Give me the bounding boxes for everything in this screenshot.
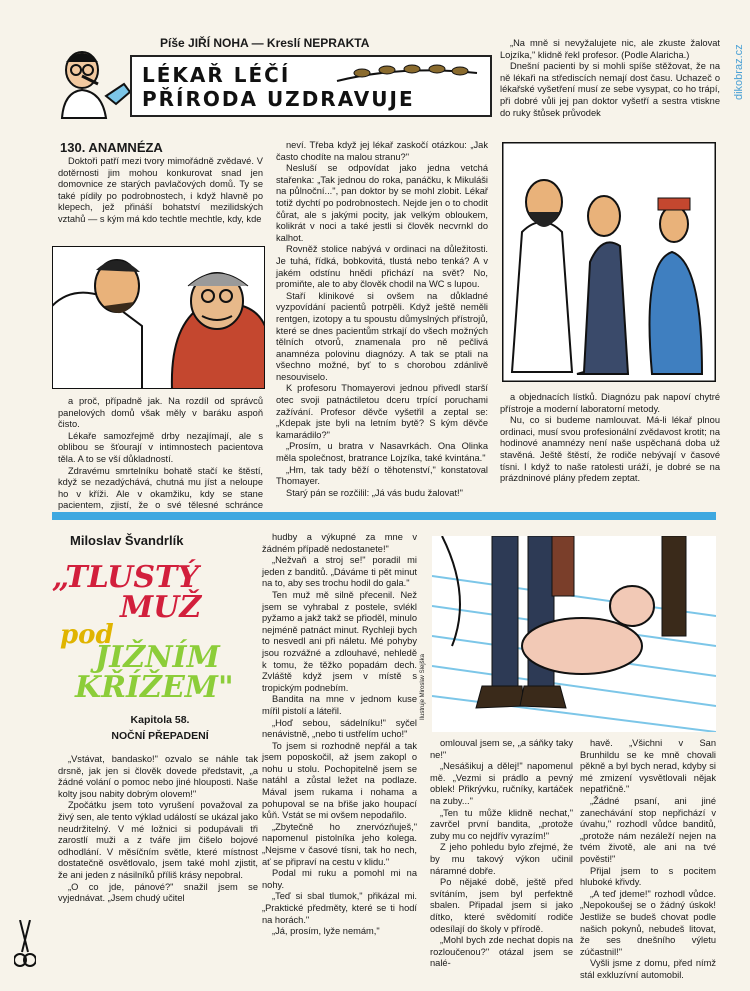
section-heading: 130. ANAMNÉZA	[60, 140, 163, 155]
title-word-4: JIŽNÍM	[95, 640, 220, 675]
article-title-box	[130, 55, 492, 117]
article2-col3: omlouval jsem se, „a sáňky taky ne!" „Nesášikuj a dělej!" napomenul mě. „Vezmi si prádlo a pevný oblek! Přikrývku, ručníky, kartáček na zuby..." „Ten tu může klidně nechat," zavrčel první bandita, „protože zuby mu co nejdřív vyrazím!" Z jeho pohledu bylo zřejmé, že by mu takový výkon učinil náramné dobře. Po nějaké době, ještě před svítáním, jsem byl perfektně sbalen. Připadal jsem si jako dítko, které svědomití rodiče odesílají do školy v přírodě. „Mohl bych zde nechat dopis na rozloučenou?" otázal jsem se nalé-	[430, 738, 573, 969]
article1-col1-top: Doktoři patří mezi tvory mimořádně zvědavé. V dotěrnosti jim mohou konkurovat snad jen domovnice ze starých pavlačových domů. Ty se také pídily po podrobnostech, i když hlavně po klepech, jež přináší bohatství mezilidských vztahů — s kým má kdo techtle mechtle, kdy, kde	[58, 156, 263, 224]
article1-col2: neví. Třeba když jej lékař zaskočí otázkou: „Jak často chodíte na malou stranu?" Nesluší se odpovídat jako jedna vetchá stařenka: „Tak jednou do roka, panáčku, k Mikuláši na půlnoční...", pan doktor by se mohl zlobit. Lékař totiž dychtí po podrobnostech. Nejde jen o to chodit čůrat, ale s jakými pocity, jak velkým obloukem, kolikrát v noci a také jestli si člověk necvrnkl do kalhot. Rovněž stolice nabývá v ordinaci na důležitosti. Je tuhá, řídká, bobkovitá, tlustá nebo tenká? A v jakém odstínu hnědi přichází na svět? No, promiňte, ale to aby člověk chodil na WC s lupou. Staří klinikové si ovšem na důkladné vyzpovídání pacientů potrpěli. Když ještě neměli rentgen, izotopy a tu spoustu důmyslných přístrojů, které se dnes pacientům strkají do všech možných tělních otvorů, znamenala pro ně pečlivá anamnéza polovinu diagnózy. A tak se ptali na všechno možné, byť to s chorobou zdánlivě nesouviselo. K profesoru Thomayerovi jednou přivedl starší otec svoji patnáctiletou dceru trpící poruchami zažívání. Profesor děvče vyšetřil a zeptal se: „Kdepak jste byli na letním bytě? S kým děvče kamarádilo?" „Prosím, u bratra v Nasavrkách. Ona Olinka měla společnost, bratrance Lojzíka, také kvintána." „Hm, tak tady běží o těhotenství," konstatoval Thomayer. Starý pán se rozčilil: „Já vás budu žalovat!"	[276, 140, 488, 498]
bandits-illustration	[432, 536, 716, 732]
article1-col1-bottom: a proč, případně jak. Na rozdíl od správců panelových domů však měly v baráku aspoň čisto. Lékaře samozřejmě drby nezajímají, ale s oblibou se šťourají v intimnostech pacientova těla. A to se vší důkladností. Zdravému smrtelníku bohatě stačí ke štěstí, když se nezadýchává, chutná mu jíst a neloupe ho v kříži. Ale v okamžiku, kdy se stane pacientem, zjistí, že o své tělesné schránce	[58, 396, 263, 511]
title-word-2: MUŽ	[120, 590, 202, 625]
article2-col1: „Vstávat, bandasko!" ozvalo se náhle tak drsně, jak jen si člověk dovede představit, „a žádné volání o pomoc nebo jiné hlouposti. Naše kolty jsou nabity dobrým olovem!" Zpočátku jsem toto vyrušení považoval za živý sen, ale tento výklad událostí se ukázal jako neudržitelný. V mé ložnici si podupávali tři zarostlí muži a z tváře jim čišelo bojové odhodlání. V měsíčním světle, které místnost dostatečně osvětlovalo, jsem také mohl zjistit, že ani jeden z násilníků příliš krásy nepobral. „O co jde, pánové?" snažil jsem se vyjednávat. „Jsem chudý učitel	[58, 754, 258, 904]
title-line-1: LÉKAŘ LÉČÍ	[142, 63, 291, 87]
illustrator-credit: Ilustruje Miroslav Slejška	[420, 653, 426, 720]
separator-bar-top	[52, 512, 716, 520]
title-word-5: KŘÍŽEM"	[75, 670, 234, 705]
professor-family-cartoon	[502, 142, 716, 382]
title-line-2: PŘÍRODA UZDRAVUJE	[142, 87, 415, 111]
article2-col4: havě. „Všichni v San Brunhildu se ke mně chovali pěkně a byl bych nerad, kdyby si mé zmizení vysvětlovali nějak nepatřičně." „Žádné psaní, ani jiné zanechávání stop nepřichází v úvahu," rozhodl vůdce banditů, „protože nám nezáleží nejen na tvém životě, ale ani na tvé pověsti!" Přijal jsem to s pocitem hluboké křivdy. „A teď jdeme!" rozhodl vůdce. „Nepokoušej se o žádný úskok! Jestliže se budeš chovat podle našich pokynů, nebudeš litovat, že ses dnešního výletu zúčastnil!" Vyšli jsme z domu, před nímž stál exkluzívní automobil.	[580, 738, 716, 980]
scissors-icon	[14, 920, 36, 970]
title-word-1: „TLUSTÝ	[52, 560, 199, 595]
article2-col2: hudby a výkupné za mne v žádném případě nedostanete!" „Nežvaň a stroj se!" poradil mi jeden z banditů. „Dáváme ti pět minut na to, aby ses trochu hodil do gala." Ten muž mě silně přecenil. Než jsem se vyhrabal z postele, svlékl pyžamo a jakž takž se přioděl, minulo nejméně patnáct minut. Rychleji bych to nesvedl ani při náletu. Mé pohyby jsou rozvážné a zdlouhavé, nehledě k tomu, že těžko popadám dech. Zvláště když jsem v místě s tropickým podnebím. Bandita na mne v jednom kuse mířil pistolí a láteřil. „Hoď sebou, sádelníku!" syčel nenávistně, „nebo ti ustřelím ucho!" To jsem si rozhodně nepřál a tak jsem poposkočil, až jsem zakopl o nohu u stolu. Pochopitelně jsem se natáhl a zůstal ležet na podlaze. Mával jsem rukama i nohama a pohupoval se na břiše jako houpací kůň. Vstát se mi ovšem nepodařilo. „Zbytečně ho znervózňuješ," napomenul pistolníka jeho kolega. „Nejsme v časové tísni, tak ho nech, ať se připraví na cestu v klidu." Podal mi ruku a pomohl mi na nohy. „Teď si sbal tlumok," přikázal mi. „Praktické předměty, které se ti hodí na horách." „Já, prosím, lyže nemám,"	[262, 532, 417, 937]
article1-col3-top: „Na mně si nevyžalujete nic, ale zkuste žalovat Lojzíka," klidně řekl profesor. (Podle Alaricha.) Dnešní pacienti by si mohli spíše stěžovat, že na ně lékaři na střediscích nemají dost času. Uchazeč o lékařské vyšetření musí ze sebe vysypat, co ho trápí, při dobré vůli jej pan doktor vyšetří a sestra vtiskne do ruky štůsek průvodek	[500, 38, 720, 118]
author: Miloslav Švandrlík	[70, 533, 184, 548]
doctor-cartoon	[52, 40, 132, 120]
chapter-title: NOČNÍ PŘEPADENÍ	[111, 730, 209, 742]
article1-col3-bottom: a objednacích lístků. Diagnózu pak napoví chytré přístroje a moderní laboratorní metody. Nu, co si budeme namlouvat. Má-li lékař plnou ordinaci, musí svou profesionální zvědavost krotit; na hodinové anamnézy není naše uspěchaná doba už stavěná. Ještě štěstí, že rodiče nebývají v časové tísni. I když to naše ratolesti uráží, je dobré se na prázdninové plány předem zeptat.	[500, 392, 720, 484]
herb-branch-icon	[332, 61, 482, 87]
watermark: dikobraz.cz	[733, 44, 745, 100]
byline: Píše JIŘÍ NOHA — Kreslí NEPRAKTA	[160, 36, 370, 50]
doctor-grandma-cartoon	[52, 246, 265, 389]
chapter-number: Kapitola 58.	[130, 714, 190, 726]
title-word-3: pod	[60, 620, 114, 650]
